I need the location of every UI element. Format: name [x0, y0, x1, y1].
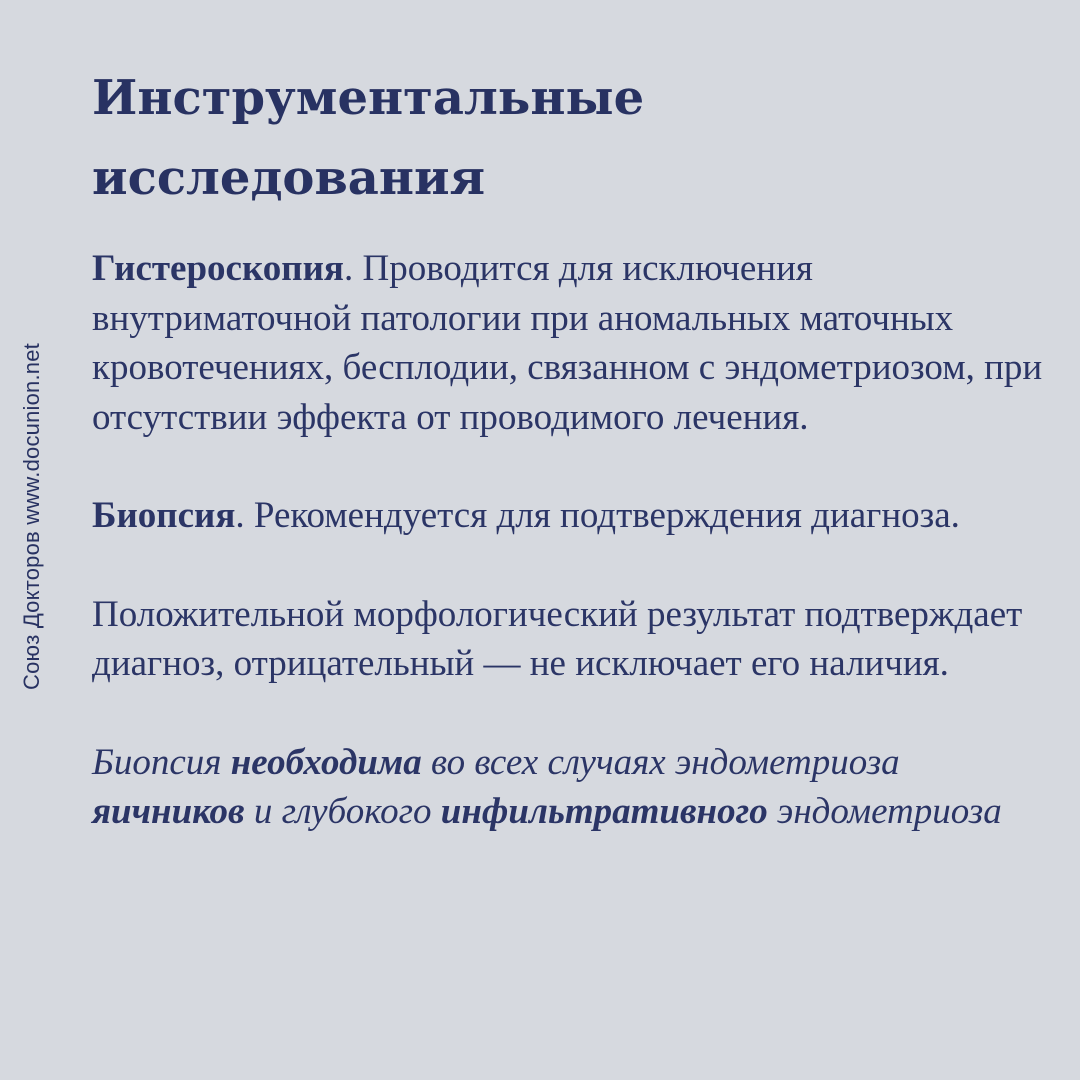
content-body [92, 244, 1052, 837]
page-title [92, 58, 1032, 218]
hysteroscopy-term: Гистероскопия [92, 248, 344, 289]
result-note-paragraph: Положительной морфологический результат подтверждает диагноз, отрицательный — не исключает его наличия. [92, 593, 1023, 684]
biopsy-term: Биопсия [92, 495, 236, 536]
hysteroscopy-text: . Проводится для исключения внутриматочной патологии при аномальных маточных кровотечениях, бесплодии, связанном с эндометриозом, при отсутствии эффекта от проводимого лечения. [92, 248, 1043, 438]
biopsy-text: . Рекомендуется для подтверждения диагноза. [235, 495, 960, 536]
emphasis-part-1: Биопсия [92, 741, 231, 783]
page-title-line-1: Инструментальные [92, 70, 645, 126]
page-title-line-2: исследования [92, 150, 486, 206]
emphasis-part-4: эндометриоза [767, 791, 1002, 832]
hysteroscopy-paragraph [92, 244, 1052, 442]
emphasis-part-2: во всех случаях эндометриоза [421, 741, 900, 783]
emphasis-part-3: и глубокого [244, 791, 441, 832]
emphasis-paragraph [92, 738, 1052, 837]
emphasis-bold-ovaries: яичников [92, 791, 245, 832]
emphasis-bold-infiltrative: инфильтративного [440, 791, 768, 832]
side-caption-source: Союз Докторов www.docunion.net [19, 343, 44, 690]
emphasis-bold-necessary: необходима [230, 741, 422, 783]
biopsy-paragraph [92, 491, 1052, 541]
